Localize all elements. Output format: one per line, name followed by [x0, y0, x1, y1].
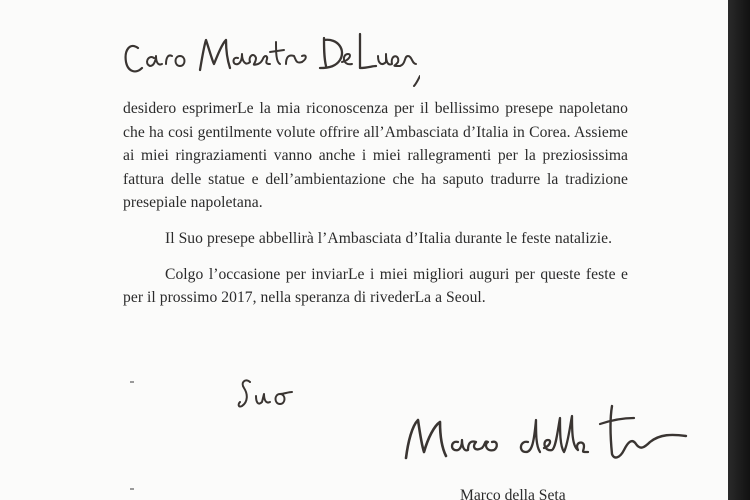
typed-signature-name: Marco della Seta — [460, 487, 566, 500]
margin-mark — [130, 381, 134, 383]
handwritten-closing — [236, 372, 296, 417]
margin-mark — [130, 488, 134, 490]
handwritten-salutation — [120, 18, 420, 88]
body-paragraph: desidero esprimerLe la mia riconoscenza per il bellissimo presepe napoletano che ha cosi gentilmente volute offrire all’Ambasciata d’Italia in Corea. Assieme ai miei ringraziamenti vanno anche i miei rallegramenti per la preziosissima fattura delle statue e dell’ambientazione che ha saputo tradurre la tradizione presepiale napoletana. — [123, 100, 628, 212]
body-paragraph: Colgo l’occasione per inviarLe i miei migliori auguri per queste feste e per il prossimo 2017, nella speranza di rivederLa a Seoul. — [123, 265, 628, 307]
body-paragraph: Il Suo presepe abbellirà l’Ambasciata d’Italia durante le feste natalizie. — [165, 229, 613, 247]
handwritten-signature — [398, 398, 688, 473]
page-edge-shadow — [728, 0, 750, 500]
letter-body — [123, 97, 628, 310]
